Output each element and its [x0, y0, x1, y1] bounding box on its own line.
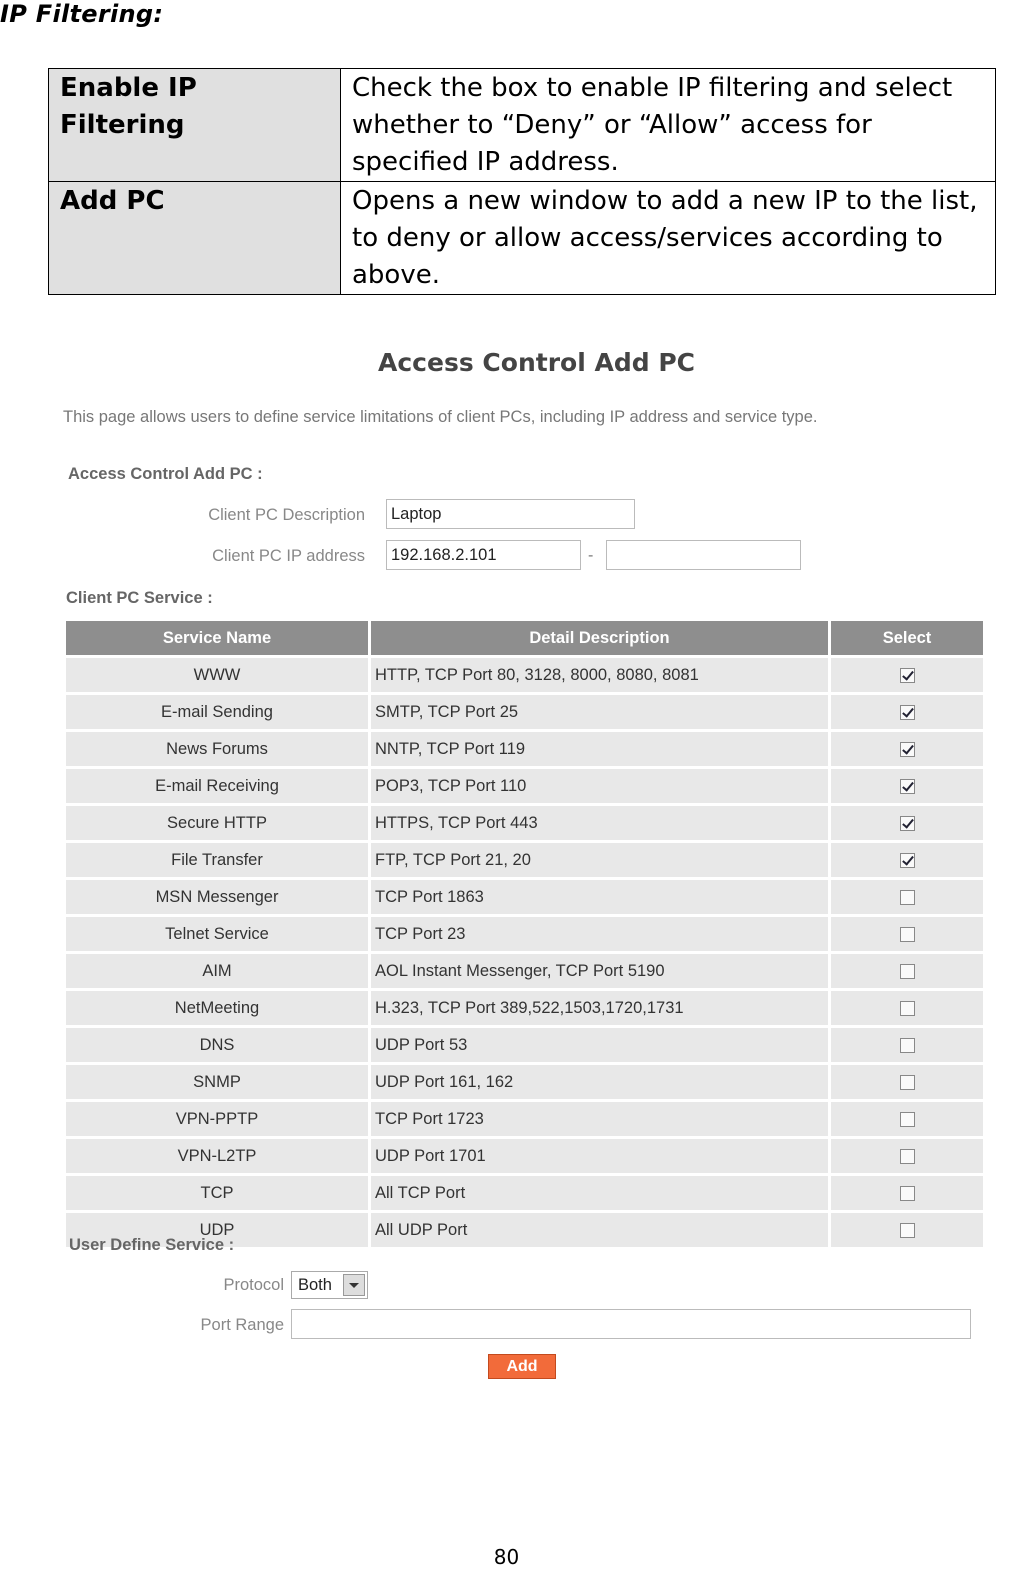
select-cell	[831, 658, 983, 692]
column-header-service-name: Service Name	[66, 621, 371, 655]
service-detail-cell: SMTP, TCP Port 25	[371, 695, 831, 729]
page-number: 80	[493, 1545, 520, 1569]
select-cell	[831, 880, 983, 914]
service-checkbox[interactable]	[900, 705, 915, 720]
table-row	[66, 1102, 983, 1136]
service-name-cell: TCP	[66, 1176, 371, 1210]
table-row	[66, 1176, 983, 1210]
service-table	[66, 618, 983, 1250]
term-cell: Add PC	[49, 182, 341, 295]
service-detail-cell: H.323, TCP Port 389,522,1503,1720,1731	[371, 991, 831, 1025]
service-checkbox[interactable]	[900, 742, 915, 757]
service-name-cell: Secure HTTP	[66, 806, 371, 840]
service-checkbox[interactable]	[900, 853, 915, 868]
service-detail-cell: UDP Port 1701	[371, 1139, 831, 1173]
table-row	[66, 1028, 983, 1062]
select-cell	[831, 1176, 983, 1210]
definition-table	[48, 68, 996, 295]
service-name-cell: E-mail Receiving	[66, 769, 371, 803]
table-row	[66, 954, 983, 988]
select-cell	[831, 732, 983, 766]
service-name-cell: DNS	[66, 1028, 371, 1062]
service-detail-cell: All UDP Port	[371, 1213, 831, 1247]
service-name-cell: News Forums	[66, 732, 371, 766]
intro-text: This page allows users to define service limitations of client PCs, including IP address and service type.	[63, 408, 818, 426]
select-cell	[831, 917, 983, 951]
service-checkbox[interactable]	[900, 890, 915, 905]
service-name-cell: MSN Messenger	[66, 880, 371, 914]
ip-end-input[interactable]	[606, 540, 801, 570]
service-checkbox[interactable]	[900, 779, 915, 794]
service-detail-cell: TCP Port 23	[371, 917, 831, 951]
service-checkbox[interactable]	[900, 1075, 915, 1090]
column-header-detail: Detail Description	[371, 621, 831, 655]
service-detail-cell: UDP Port 161, 162	[371, 1065, 831, 1099]
service-detail-cell: UDP Port 53	[371, 1028, 831, 1062]
chevron-down-icon[interactable]	[343, 1274, 365, 1296]
client-description-input[interactable]: Laptop	[386, 499, 635, 529]
add-button[interactable]: Add	[488, 1354, 556, 1379]
select-cell	[831, 1139, 983, 1173]
service-name-cell: SNMP	[66, 1065, 371, 1099]
service-name-cell: Telnet Service	[66, 917, 371, 951]
description-cell: Opens a new window to add a new IP to the list, to deny or allow access/services according to above.	[341, 182, 996, 295]
service-checkbox[interactable]	[900, 927, 915, 942]
table-row	[66, 843, 983, 877]
service-detail-cell: TCP Port 1723	[371, 1102, 831, 1136]
port-range-label: Port Range	[200, 1316, 284, 1334]
table-row	[66, 917, 983, 951]
table-row	[66, 695, 983, 729]
service-name-cell: E-mail Sending	[66, 695, 371, 729]
desc-label: Client PC Description	[208, 506, 365, 524]
section-heading: IP Filtering:	[0, 0, 164, 28]
protocol-label: Protocol	[223, 1276, 284, 1294]
select-cell	[831, 1028, 983, 1062]
ip-label: Client PC IP address	[212, 547, 365, 565]
table-row	[49, 69, 996, 182]
service-name-cell: VPN-L2TP	[66, 1139, 371, 1173]
ip-start-input[interactable]: 192.168.2.101	[386, 540, 581, 570]
protocol-select[interactable]	[291, 1271, 368, 1299]
table-row	[66, 732, 983, 766]
select-cell	[831, 1213, 983, 1247]
service-name-cell: AIM	[66, 954, 371, 988]
service-checkbox[interactable]	[900, 1149, 915, 1164]
service-detail-cell: TCP Port 1863	[371, 880, 831, 914]
select-cell	[831, 991, 983, 1025]
select-cell	[831, 1065, 983, 1099]
service-detail-cell: HTTP, TCP Port 80, 3128, 8000, 8080, 8081	[371, 658, 831, 692]
select-cell	[831, 769, 983, 803]
section-label-add-pc: Access Control Add PC :	[68, 465, 263, 483]
service-detail-cell: NNTP, TCP Port 119	[371, 732, 831, 766]
service-checkbox[interactable]	[900, 1112, 915, 1127]
term-cell: Enable IP Filtering	[49, 69, 341, 182]
service-name-cell: UDP	[66, 1213, 371, 1247]
table-row	[66, 769, 983, 803]
port-range-input[interactable]	[291, 1309, 971, 1339]
column-header-select: Select	[831, 621, 983, 655]
table-row	[66, 880, 983, 914]
service-detail-cell: POP3, TCP Port 110	[371, 769, 831, 803]
service-checkbox[interactable]	[900, 816, 915, 831]
page-title: Access Control Add PC	[378, 348, 695, 377]
table-row	[49, 182, 996, 295]
service-name-cell: File Transfer	[66, 843, 371, 877]
table-header-row	[66, 621, 983, 655]
screenshot-access-control-add-pc	[0, 340, 1013, 1400]
service-checkbox[interactable]	[900, 668, 915, 683]
service-detail-cell: HTTPS, TCP Port 443	[371, 806, 831, 840]
select-cell	[831, 806, 983, 840]
section-label-service: Client PC Service :	[66, 589, 213, 607]
service-checkbox[interactable]	[900, 1001, 915, 1016]
select-cell	[831, 695, 983, 729]
service-name-cell: WWW	[66, 658, 371, 692]
table-row	[66, 1065, 983, 1099]
protocol-value: Both	[298, 1276, 332, 1294]
select-cell	[831, 1102, 983, 1136]
service-checkbox[interactable]	[900, 1223, 915, 1238]
service-detail-cell: AOL Instant Messenger, TCP Port 5190	[371, 954, 831, 988]
service-detail-cell: FTP, TCP Port 21, 20	[371, 843, 831, 877]
service-detail-cell: All TCP Port	[371, 1176, 831, 1210]
description-cell: Check the box to enable IP filtering and select whether to “Deny” or “Allow” access for specified IP address.	[341, 69, 996, 182]
service-name-cell: NetMeeting	[66, 991, 371, 1025]
select-cell	[831, 954, 983, 988]
ip-range-separator: -	[588, 547, 594, 564]
service-checkbox[interactable]	[900, 964, 915, 979]
table-row	[66, 658, 983, 692]
service-checkbox[interactable]	[900, 1186, 915, 1201]
table-row	[66, 991, 983, 1025]
table-row	[66, 806, 983, 840]
table-row	[66, 1139, 983, 1173]
section-label-user-define: User Define Service :	[69, 1236, 235, 1254]
select-cell	[831, 843, 983, 877]
service-name-cell: VPN-PPTP	[66, 1102, 371, 1136]
service-checkbox[interactable]	[900, 1038, 915, 1053]
